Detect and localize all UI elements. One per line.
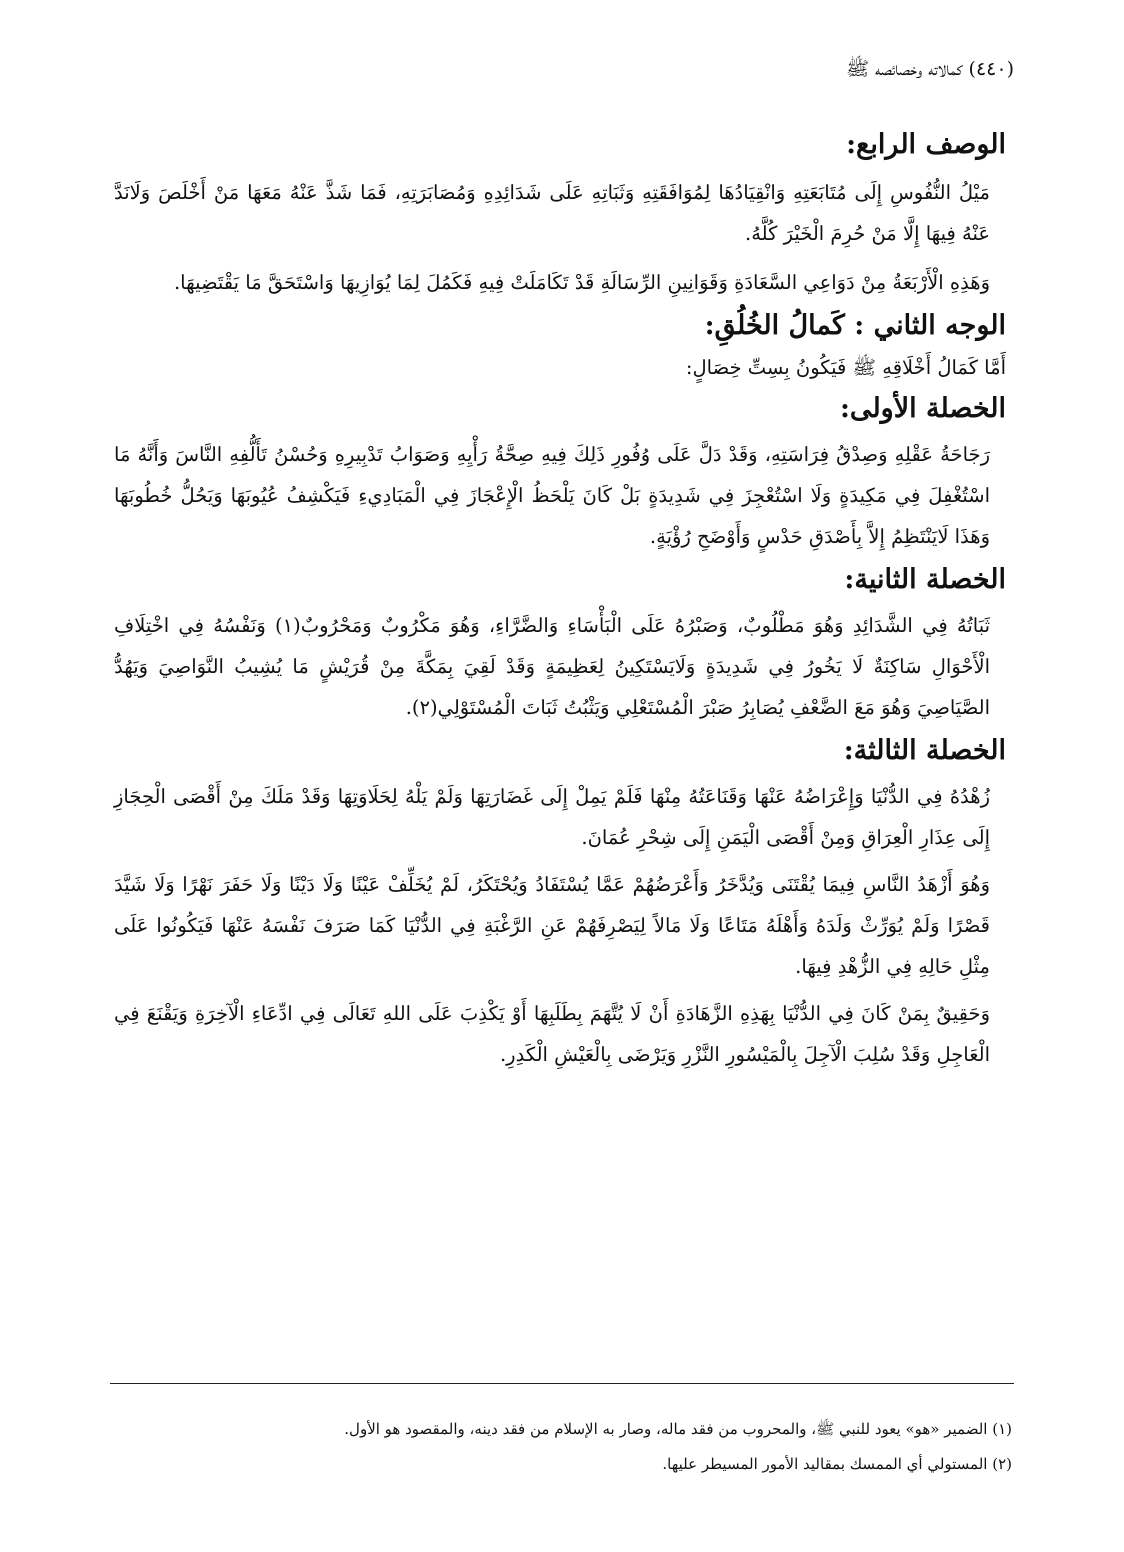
heading-fourth-description: الوصف الرابع: <box>846 129 1006 160</box>
heading-trait-one: الخصلة الأولى: <box>839 393 1006 424</box>
heading-second-aspect: الوجه الثاني : كَمالُ الخُلُقِ: <box>704 310 1006 341</box>
paragraph-trait-two: ثَبَاتُهُ فِي الشَّدَائِدِ وَهُوَ مَطْلُوبٌ، وَصَبْرُهُ عَلَى الْبَأْسَاءِ وَالضَّرَّاءِ، وَهُوَ مَكْرُوبٌ وَمَحْرُوبٌ(١) وَنَفْسُهُ فِي اخْتِلَافِ الْأَحْوَالِ سَاكِنَةٌ لَا يَخُورُ فِي شَدِيدَةٍ وَلَايَسْتَكِينُ لِعَظِيمَةٍ وَقَدْ لَقِيَ بِمَكَّةَ مِنْ قُرَيْشٍ مَا يُشِيبُ النَّوَاصِيَ وَيَهُدُّ الصَّيَاصِيَ وَهُوَ مَعَ الضَّعْفِ يُصَابِرُ صَبْرَ الْمُسْتَعْلِي وَيَثْبُتُ ثَبَاتَ الْمُسْتَوْلِي(٢). <box>114 614 991 719</box>
paragraph-trait-one: رَجَاحَةُ عَقْلِهِ وَصِدْقُ فِرَاسَتِهِ، وَقَدْ دَلَّ عَلَى وُفُورِ ذَلِكَ فِيهِ صِحَّةُ رَأْيِهِ وَصَوَابُ تَدْبِيرِهِ وَحُسْنُ تَأَلُّفِهِ النَّاسَ وَأَنَّهُ مَا اسْتُغْفِلَ فِي مَكِيدَةٍ وَلَا اسْتُعْجِزَ فِي شَدِيدَةٍ بَلْ كَانَ يَلْحَظُ الْإِعْجَازَ فِي الْمَبَادِيءِ فَيَكْشِفُ عُيُوبَهَا وَيَحُلُّ خُطُوبَهَا وَهَذَا لَايَنْتَظِمُ إِلاَّ بِأَصْدَقِ حَدْسٍ وَأَوْضَحِ رُؤْيَةٍ. <box>114 443 990 548</box>
main-text <box>114 128 1006 1075</box>
paragraph-fourth-description: مَيْلُ النُّفُوسِ إِلَى مُتَابَعَتِهِ وَانْقِيَادُهَا لِمُوَافَقَتِهِ وَثَبَاتِهِ عَلَى شَدَائِدِهِ وَمُصَابَرَتِهِ، فَمَا شَذَّ عَنْهُ مَعَهَا مَنْ أَخْلَصَ وَلَانَدَّ عَنْهُ فِيهَا إِلَّا مَنْ حُرِمَ الْخَيْرَ كُلَّهُ. <box>114 181 990 245</box>
paragraph-trait-three-a: زُهْدُهُ فِي الدُّنْيَا وَإِعْرَاضُهُ عَنْهَا وَقَنَاعَتُهُ مِنْهَا فَلَمْ يَمِلْ إِلَى غَضَارَتِهَا وَلَمْ يَلْهُ لِحَلَاوَتِهَا وَقَدْ مَلَكَ مِنْ أَقْصَى الْحِجَازِ إِلَى عِذَارِ الْعِرَاقِ وَمِنْ أَقْصَى الْيَمَنِ إِلَى شِحْرِ عُمَانَ. <box>114 785 990 849</box>
footnote-1: (١) الضمير «هو» يعود للنبي ﷺ، والمحروب من فقد ماله، وصار به الإسلام من فقد دينه، والمقصود هو الأول. <box>344 1420 1012 1438</box>
footnote-divider <box>110 1383 1014 1384</box>
running-head: (٤٤٠) كمالاته وخصائصه ﷺ <box>846 58 1014 80</box>
footnote-2: (٢) المستولي أي الممسك بمقاليد الأمور المسيطر عليها. <box>662 1455 1012 1473</box>
paragraph-trait-three-c: وَحَقِيقٌ بِمَنْ كَانَ فِي الدُّنْيَا بِهَذِهِ الزَّهَادَةِ أَنْ لَا يُتَّهَمَ بِطَلَبِهَا أَوْ يَكْذِبَ عَلَى اللهِ تَعَالَى فِي ادِّعَاءِ الْآخِرَةِ وَيَقْنَعَ فِي الْعَاجِلِ وَقَدْ سُلِبَ الْآجِلَ بِالْمَيْسُورِ النَّزْرِ وَيَرْضَى بِالْعَيْشِ الْكَدِرِ. <box>114 1002 990 1066</box>
paragraph-intro: أَمَّا كَمَالُ أَخْلَاقِهِ ﷺ فَيَكُونُ بِسِتِّ خِصَالٍ: <box>685 356 1006 379</box>
heading-trait-three: الخصلة الثالثة: <box>843 735 1006 766</box>
paragraph-trait-three-b: وَهُوَ أَزْهَدُ النَّاسِ فِيمَا يُقْتَنَى وَيُدَّخَرُ وَأَعْرَضُهُمْ عَمَّا يُسْتَفَادُ وَيُحْتَكَرُ، لَمْ يُخَلِّفْ عَيْنًا وَلَا دَيْنًا وَلَا حَفَرَ نَهْرًا وَلَا شَيَّدَ قَصْرًا وَلَمْ يُوَرِّثْ وَلَدَهُ وَأَهْلَهُ مَتَاعًا وَلَا مَالاً لِيَصْرِفَهُمْ عَنِ الرَّغْبَةِ فِي الدُّنْيَا كَمَا صَرَفَ نَفْسَهُ عَنْهَا فَيَكُونُوا عَلَى مِثْلِ حَالِهِ فِي الزُّهْدِ فِيهَا. <box>114 873 990 978</box>
footnotes <box>112 1412 1012 1482</box>
heading-trait-two: الخصلة الثانية: <box>844 564 1006 595</box>
paragraph-summary: وَهَذِهِ الْأَرْبَعَةُ مِنْ دَوَاعِي السَّعَادَةِ وَقَوَانِينِ الرِّسَالَةِ قَدْ تَكَامَلَتْ فِيهِ فَكَمُلَ لِمَا يُوَازِيهَا وَاسْتَحَقَّ مَا يَقْتَضِيهَا. <box>173 271 990 294</box>
